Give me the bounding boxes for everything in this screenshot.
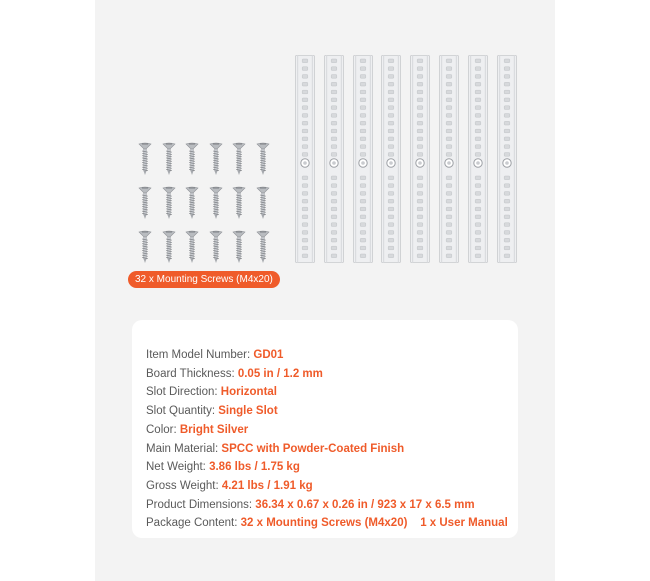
spec-label: Net Weight: (146, 461, 210, 474)
spec-row-net-weight (146, 458, 508, 477)
spec-label: Main Material: (146, 442, 222, 455)
spec-row-slot-quantity (146, 402, 508, 421)
screw-icon (256, 186, 270, 220)
spec-label: Color: (146, 423, 180, 436)
spec-value: Horizontal (220, 386, 278, 399)
spec-value: 0.05 in / 1.2 mm (237, 367, 323, 380)
spec-value: SPCC with Powder-Coated Finish (221, 442, 405, 455)
spec-value: Bright Silver (179, 423, 249, 436)
spec-label: Board Thickness: (146, 367, 238, 380)
spec-row-thickness (146, 365, 508, 384)
screw-icon (256, 230, 270, 264)
screw-icon (232, 186, 246, 220)
slotted-rail-icon (381, 55, 401, 263)
screw-icon (256, 142, 270, 176)
screw-icon (138, 186, 152, 220)
screw-icon (138, 230, 152, 264)
spec-row-color (146, 421, 508, 440)
spec-value: 36.34 x 0.67 x 0.26 in / 923 x 17 x 6.5 mm (255, 498, 475, 511)
spec-label: Package Content: (146, 517, 241, 530)
spec-value: 3.86 lbs / 1.75 kg (209, 461, 300, 474)
screw-icon (209, 186, 223, 220)
screw-icon (162, 230, 176, 264)
screw-icon (138, 142, 152, 176)
slotted-rail-icon (324, 55, 344, 263)
spec-row-slot-direction (146, 383, 508, 402)
spec-row-material (146, 440, 508, 459)
specifications-card (132, 320, 518, 538)
slotted-rail-icon (295, 55, 315, 263)
spec-value: 32 x Mounting Screws (M4x20) 1 x User Manual (240, 517, 508, 530)
screw-icon (185, 142, 199, 176)
slotted-rail-icon (439, 55, 459, 263)
screw-icon (162, 142, 176, 176)
specifications-list (146, 346, 508, 533)
screw-icon (209, 230, 223, 264)
spec-label: Gross Weight: (146, 479, 222, 492)
screw-icon (232, 230, 246, 264)
spec-row-package-content (146, 514, 508, 533)
slotted-rail-icon (468, 55, 488, 263)
spec-label: Slot Direction: (146, 386, 221, 399)
slotted-rail-icon (410, 55, 430, 263)
mounting-screws-image (138, 142, 278, 268)
spec-value: GD01 (253, 349, 284, 361)
spec-value: Single Slot (218, 405, 278, 418)
spec-label: Item Model Number: (146, 349, 254, 361)
screw-icon (185, 230, 199, 264)
spec-row-dimensions (146, 496, 508, 515)
spec-row-model (146, 346, 508, 365)
slotted-rail-icon (353, 55, 373, 263)
slotted-rails-image (295, 55, 525, 265)
slotted-rail-icon (497, 55, 517, 263)
screw-icon (232, 142, 246, 176)
spec-label: Slot Quantity: (146, 405, 219, 418)
spec-row-gross-weight (146, 477, 508, 496)
spec-value: 4.21 lbs / 1.91 kg (221, 479, 313, 492)
screw-icon (209, 142, 223, 176)
spec-label: Product Dimensions: (146, 498, 256, 511)
screw-icon (162, 186, 176, 220)
screw-icon (185, 186, 199, 220)
screws-quantity-badge: 32 x Mounting Screws (M4x20) (128, 271, 280, 288)
